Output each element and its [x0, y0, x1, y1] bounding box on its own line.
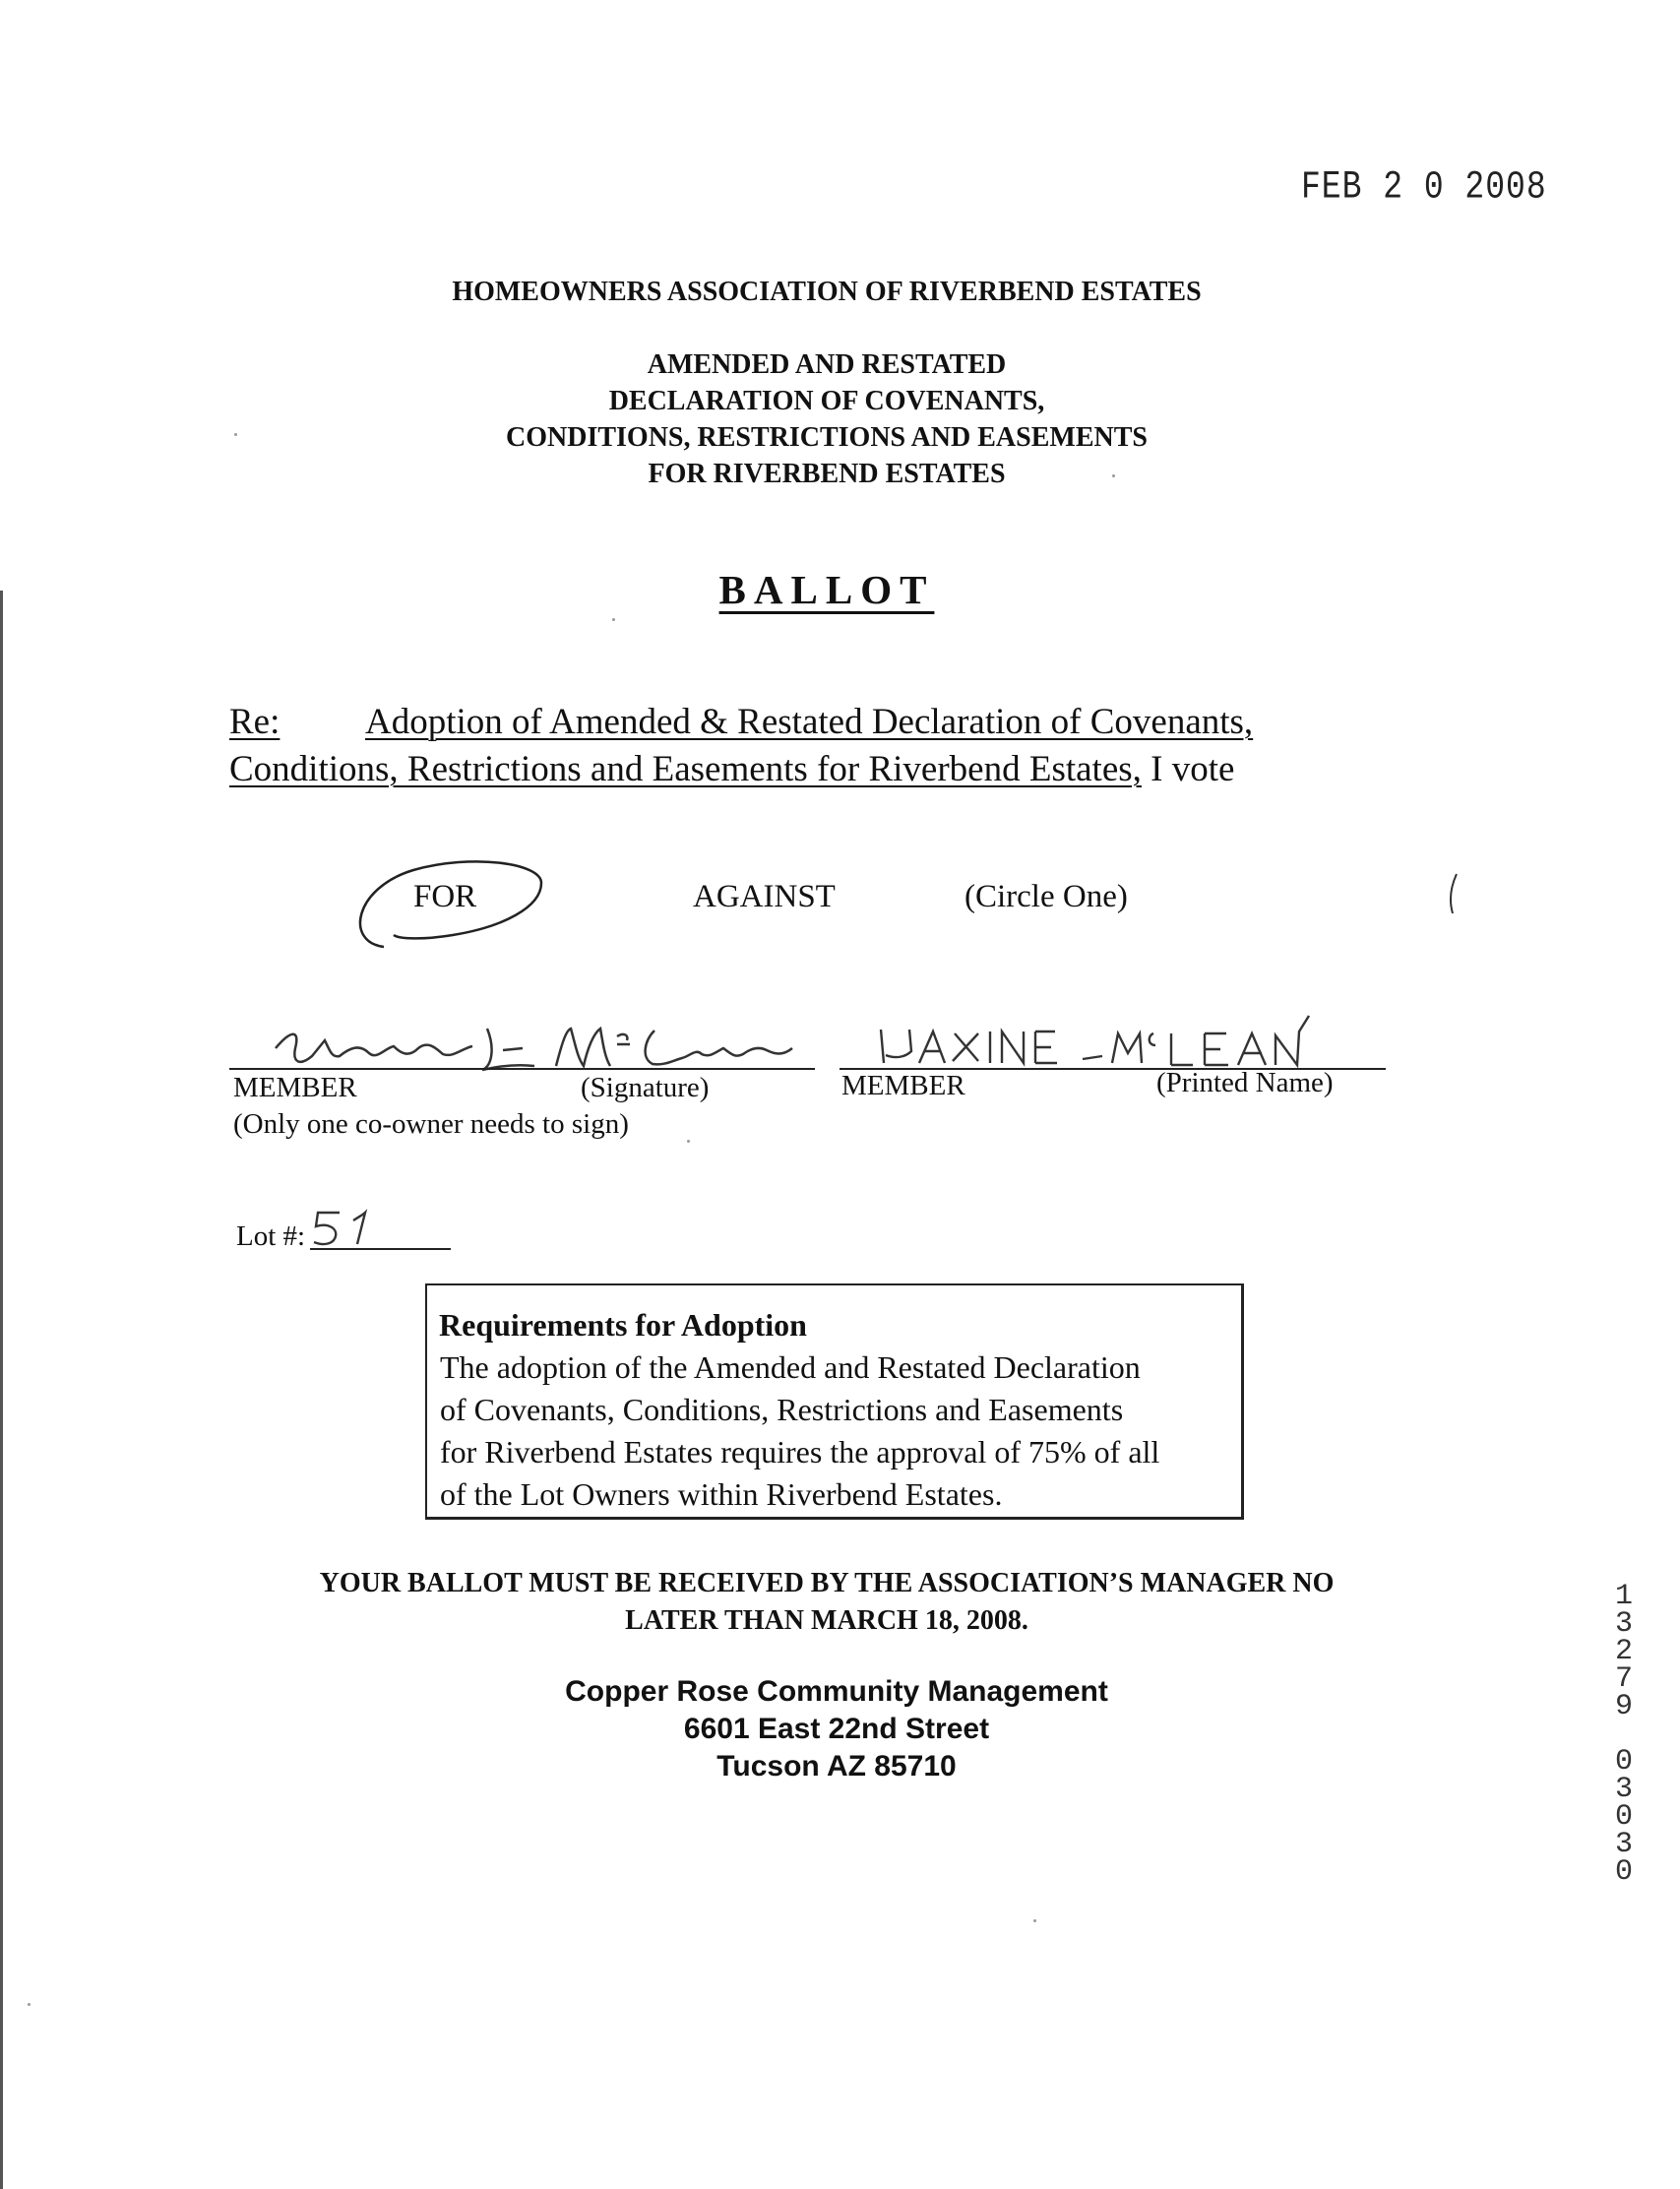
- declaration-line: FOR RIVERBEND ESTATES: [648, 459, 1006, 489]
- vote-option-for[interactable]: FOR: [413, 879, 477, 914]
- requirements-text: [440, 1346, 1242, 1516]
- received-date-stamp: FEB 2 0 2008: [1301, 165, 1547, 210]
- co-owner-note: (Only one co-owner needs to sign): [233, 1108, 629, 1140]
- re-vote-text: I vote: [1151, 749, 1235, 789]
- declaration-line: CONDITIONS, RESTRICTIONS AND EASEMENTS: [506, 422, 1148, 453]
- scan-speck: [1033, 1919, 1036, 1922]
- requirements-title: Requirements for Adoption: [439, 1307, 807, 1343]
- ballot-heading: [0, 566, 1653, 613]
- document-number-text: 13279 03030: [1607, 1580, 1641, 1883]
- re-line-2: [229, 746, 1440, 793]
- scan-edge: [0, 591, 3, 2189]
- declaration-line: AMENDED AND RESTATED: [647, 349, 1007, 380]
- association-title: HOMEOWNERS ASSOCIATION OF RIVERBEND ESTATES: [452, 277, 1202, 307]
- stray-mark: [1445, 872, 1464, 916]
- deadline-notice: [236, 1565, 1417, 1640]
- lot-line[interactable]: [310, 1248, 451, 1250]
- signature-label: (Signature): [581, 1072, 710, 1103]
- printed-name-label: (Printed Name): [1156, 1067, 1334, 1098]
- manager-street: 6601 East 22nd Street: [683, 1713, 990, 1745]
- scan-speck: [28, 2003, 31, 2006]
- re-statement: [229, 699, 1440, 793]
- scan-speck: [1112, 474, 1115, 477]
- declaration-line: DECLARATION OF COVENANTS,: [608, 386, 1045, 416]
- member-label: MEMBER: [233, 1072, 357, 1103]
- member-label-printed: MEMBER: [841, 1070, 965, 1101]
- document-number: [1606, 1580, 1646, 1883]
- scan-speck: [612, 618, 615, 621]
- signature-line[interactable]: [229, 1068, 815, 1070]
- vote-option-against[interactable]: AGAINST: [693, 879, 836, 914]
- ballot-heading-text: BALLOT: [718, 567, 935, 612]
- vote-instruction: (Circle One): [964, 879, 1128, 914]
- requirements-line: of the Lot Owners within Riverbend Estates.: [440, 1476, 1003, 1512]
- re-line-1: [229, 699, 1440, 746]
- re-label: Re:: [229, 702, 280, 742]
- manager-address: [0, 1673, 1673, 1785]
- re-subject-line-2: Conditions, Restrictions and Easements for Riverbend Estates,: [229, 749, 1142, 789]
- lot-label: Lot #:: [236, 1220, 306, 1252]
- deadline-line-2: LATER THAN MARCH 18, 2008.: [625, 1605, 1028, 1636]
- re-subject-line-1: Adoption of Amended & Restated Declaration of Covenants,: [365, 702, 1254, 742]
- requirements-line: The adoption of the Amended and Restated Declaration: [440, 1349, 1141, 1385]
- manager-city: Tucson AZ 85710: [716, 1750, 957, 1782]
- deadline-line-1: YOUR BALLOT MUST BE RECEIVED BY THE ASSOCIATION’S MANAGER NO: [319, 1568, 1335, 1598]
- scan-speck: [234, 433, 237, 436]
- requirements-line: of Covenants, Conditions, Restrictions and Easements: [440, 1392, 1124, 1427]
- declaration-title: [0, 346, 1653, 492]
- requirements-line: for Riverbend Estates requires the approval of 75% of all: [440, 1434, 1160, 1470]
- lot-number-handwritten: [310, 1205, 379, 1250]
- manager-name: Copper Rose Community Management: [565, 1675, 1108, 1708]
- scan-speck: [687, 1140, 690, 1143]
